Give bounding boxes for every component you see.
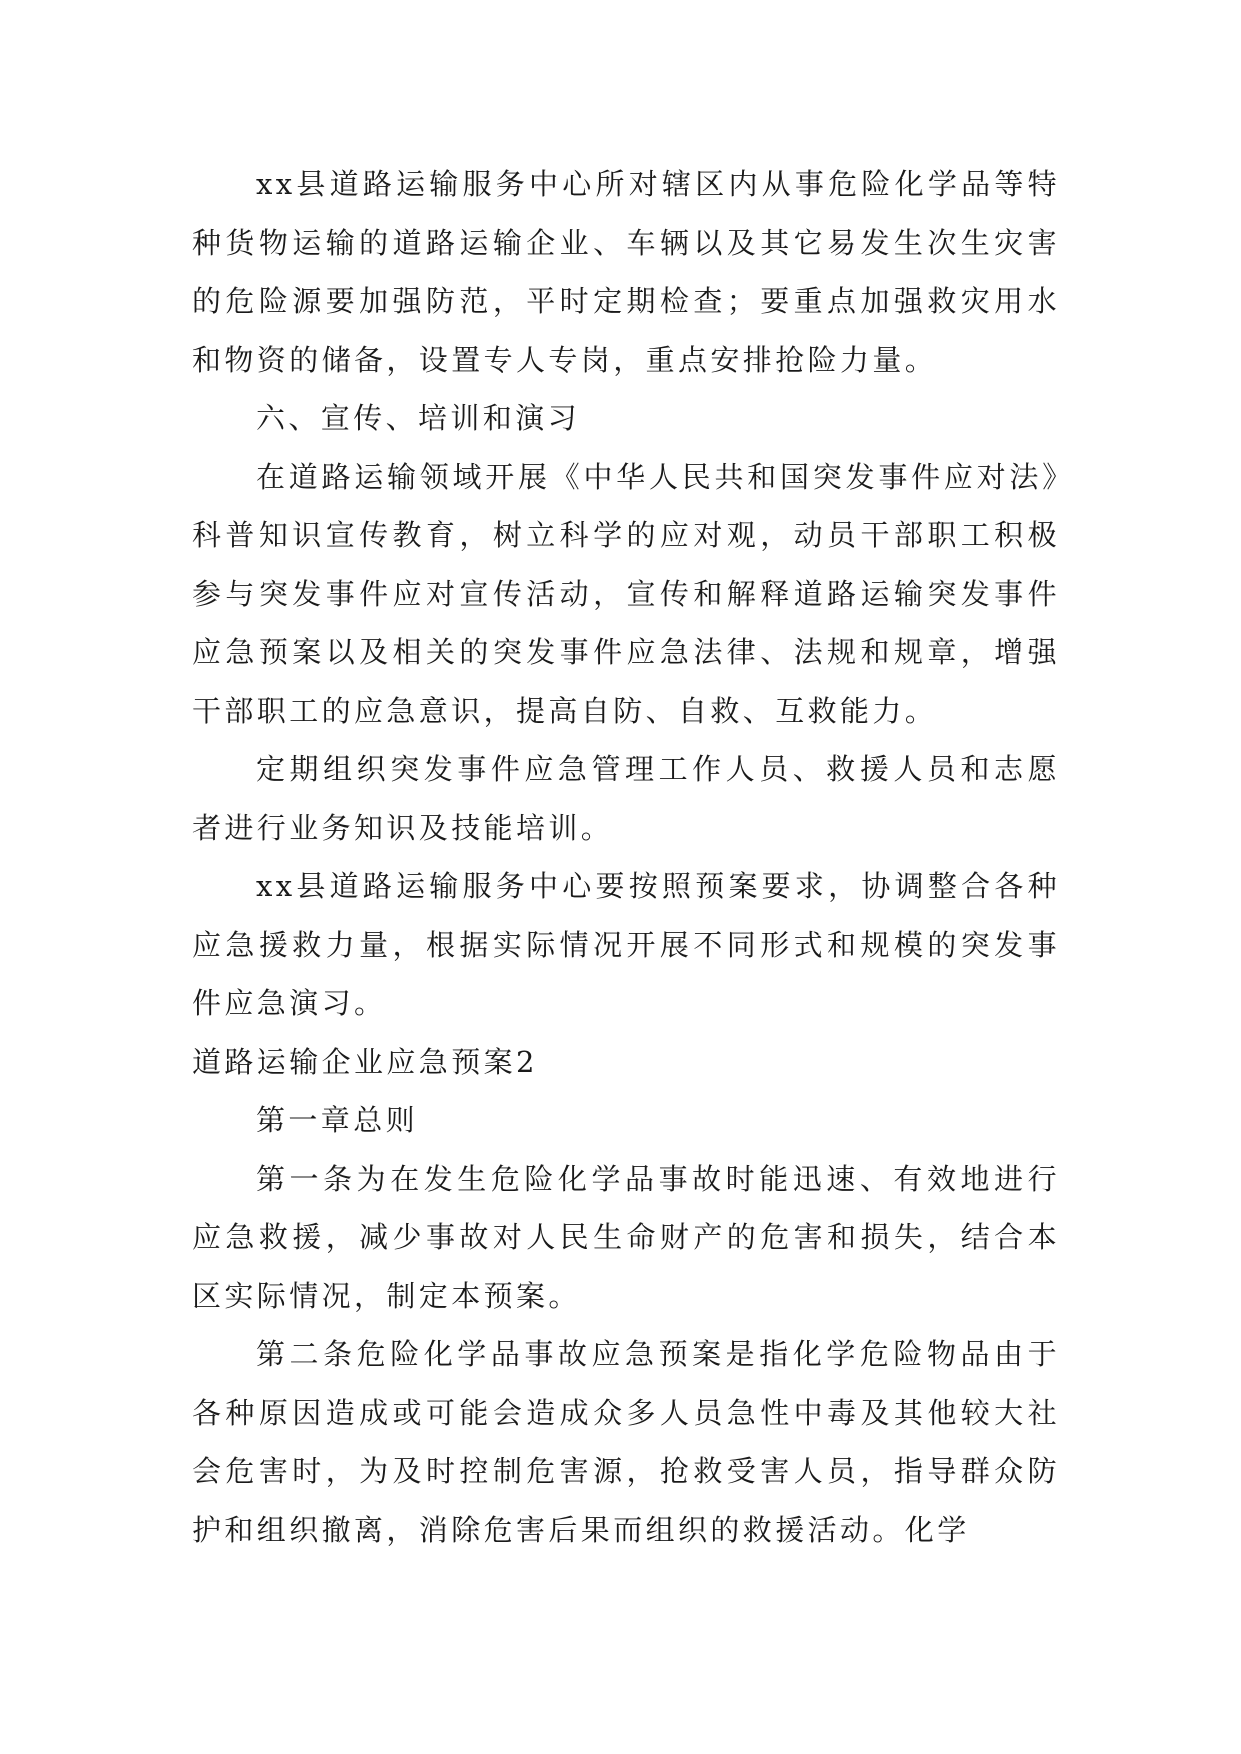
paragraph-publicity-education: 在道路运输领域开展《中华人民共和国突发事件应对法》科普知识宣传教育，树立科学的应对观，动员干部职工积极参与突发事件应对宣传活动，宣传和解释道路运输突发事件应急预案以及相关的突发事件应急法律、法规和规章，增强干部职工的应急意识，提高自防、自救、互救能力。	[192, 459, 1060, 728]
chapter-heading: 第一章总则	[256, 1103, 419, 1137]
document-subtitle: 道路运输企业应急预案2	[192, 1044, 538, 1079]
section-heading-publicity-training: 六、宣传、培训和演习	[256, 401, 581, 435]
paragraph-training: 定期组织突发事件应急管理工作人员、救援人员和志愿者进行业务知识及技能培训。	[192, 752, 1060, 845]
article-two: 第二条危险化学品事故应急预案是指化学危险物品由于各种原因造成或可能会造成众多人员急性中毒及其他较大社会危害时，为及时控制危害源，抢救受害人员，指导群众防护和组织撤离，消除危害后果而组织的救援活动。化学	[192, 1337, 1060, 1547]
paragraph-drills: xx县道路运输服务中心要按照预案要求，协调整合各种应急援救力量，根据实际情况开展不同形式和规模的突发事件应急演习。	[192, 869, 1060, 1020]
article-one: 第一条为在发生危险化学品事故时能迅速、有效地进行应急救援，减少事故对人民生命财产的危害和损失，结合本区实际情况，制定本预案。	[192, 1161, 1060, 1313]
paragraph-hazard-prevention: xx县道路运输服务中心所对辖区内从事危险化学品等特种货物运输的道路运输企业、车辆以及其它易发生次生灾害的危险源要加强防范，平时定期检查；要重点加强救灾用水和物资的储备，设置专人专岗，重点安排抢险力量。	[192, 167, 1060, 377]
document-body	[192, 155, 1060, 1559]
